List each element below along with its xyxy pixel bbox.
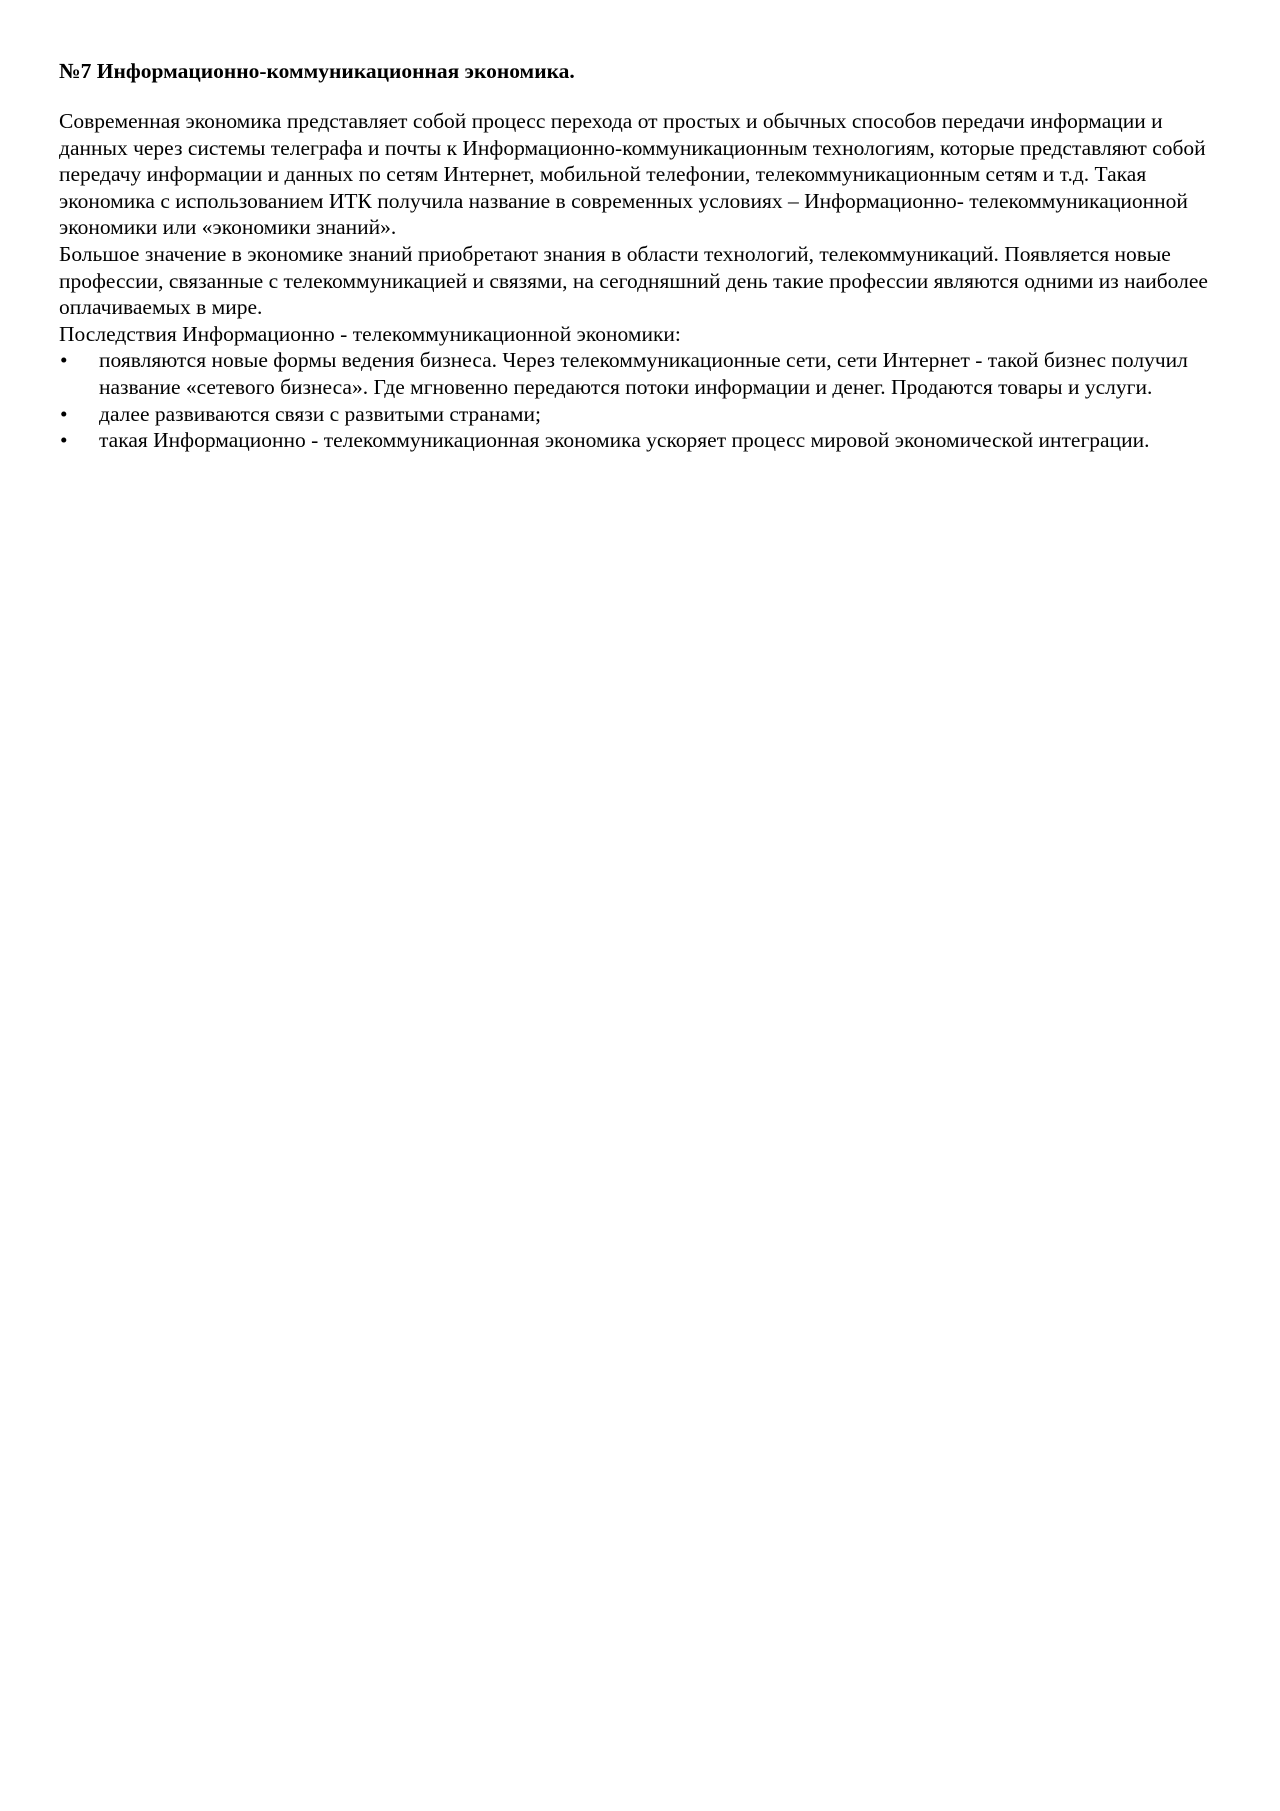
list-item	[59, 347, 1229, 400]
document-title: №7 Информационно-коммуникационная экономика.	[59, 59, 575, 83]
paragraph-consequences-heading: Последствия Информационно - телекоммуникационной экономики:	[59, 321, 681, 346]
list-item-text: такая Информационно - телекоммуникационная экономика ускоряет процесс мировой экономической интеграции.	[99, 428, 1150, 453]
list-item-text: появляются новые формы ведения бизнеса. Через телекоммуникационные сети, сети Интернет - такой бизнес получил название «сетевого бизнеса». Где мгновенно передаются потоки информации и денег. Продаются товары и услуги.	[99, 348, 1188, 399]
list-item	[59, 427, 1229, 454]
bullet-icon: •	[60, 401, 68, 426]
document-page	[59, 58, 1229, 454]
consequences-list	[59, 347, 1229, 453]
paragraph-intro: Современная экономика представляет собой процесс перехода от простых и обычных способов передачи информации и данных через системы телеграфа и почты к Информационно-коммуникационным технологиям, которые представляют собой передачу информации и данных по сетям Интернет, мобильной телефонии, телекоммуникационным сетям и т.д. Такая экономика с использованием ИТК получила название в современных условиях – Информационно- телекоммуникационной экономики или «экономики знаний».	[59, 109, 1206, 240]
list-item-text: далее развиваются связи с развитыми странами;	[99, 401, 541, 426]
bullet-icon: •	[60, 348, 68, 373]
bullet-icon: •	[60, 428, 68, 453]
list-item	[59, 401, 1229, 428]
paragraph-knowledge-economy: Большое значение в экономике знаний приобретают знания в области технологий, телекоммуникаций. Появляется новые профессии, связанные с телекоммуникацией и связями, на сегодняшний день такие профессии являются одними из наиболее оплачиваемых в мире.	[59, 241, 1208, 320]
